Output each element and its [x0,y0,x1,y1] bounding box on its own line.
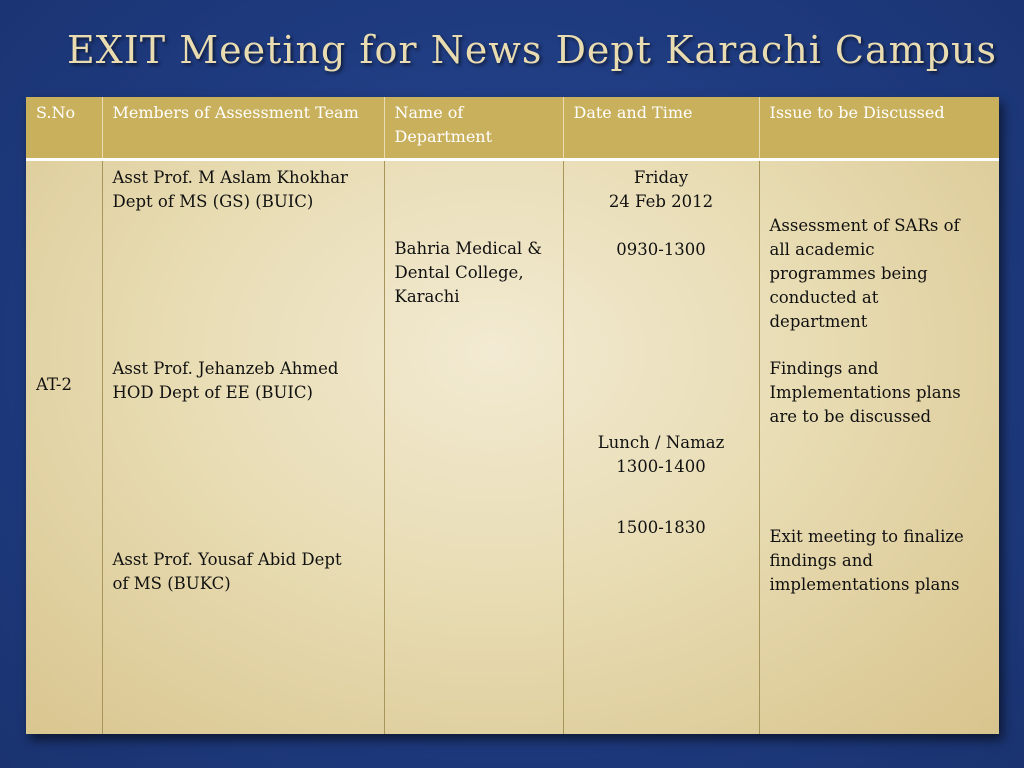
member-1 [113,166,376,214]
member-3 [113,548,376,596]
header-sno: S.No [26,97,102,159]
table-row [26,159,999,734]
morning-slot: 0930-1300 [616,239,706,259]
sno-value: AT-2 [36,374,72,394]
member-2-dept: HOD Dept of EE (BUIC) [112,382,313,402]
issue-2-line: are to be discussed [769,406,932,426]
member-1-dept: Dept of MS (GS) (BUIC) [112,191,314,211]
issue-1-line: department [769,311,868,331]
meeting-date: 24 Feb 2012 [608,191,714,211]
issue-1-line: all academic [769,239,875,259]
cell-members [102,159,384,734]
slide-title: EXIT Meeting for News Dept Karachi Campus [67,28,997,72]
lunch-slot: 1300-1400 [616,456,706,476]
table-header-row [26,97,999,159]
cell-date-time [563,159,759,734]
header-issue: Issue to be Discussed [759,97,999,159]
issue-3-line: implementations plans [769,574,960,594]
issue-3 [770,525,992,597]
afternoon-slot: 1500-1830 [616,517,706,537]
department-line-3: Karachi [394,286,460,306]
cell-department [384,159,563,734]
schedule-table [26,97,999,734]
issue-3-line: Exit meeting to finalize [769,526,964,546]
department-line-2: Dental College, [394,262,524,282]
header-date-time: Date and Time [563,97,759,159]
issue-1-line: programmes being [769,263,928,283]
schedule-table-container [26,97,999,734]
department-line-1: Bahria Medical & [394,238,543,258]
cell-issue [759,159,999,734]
issue-2-line: Implementations plans [769,382,961,402]
issue-1-line: conducted at [769,287,879,307]
issue-1 [770,214,992,334]
member-2 [113,357,376,405]
issue-1-line: Assessment of SARs of [769,215,960,235]
member-3-name: Asst Prof. Yousaf Abid Dept [112,549,342,569]
member-1-name: Asst Prof. M Aslam Khokhar [112,167,348,187]
department-name [395,237,555,309]
member-2-name: Asst Prof. Jehanzeb Ahmed [112,358,339,378]
member-3-dept: of MS (BUKC) [112,573,231,593]
lunch-label: Lunch / Namaz [597,432,725,452]
header-department: Name of Department [384,97,563,159]
issue-2-line: Findings and [769,358,879,378]
header-members: Members of Assessment Team [102,97,384,159]
meeting-day: Friday [633,167,689,187]
cell-sno [26,159,102,734]
issue-2 [770,357,992,429]
issue-3-line: findings and [769,550,873,570]
